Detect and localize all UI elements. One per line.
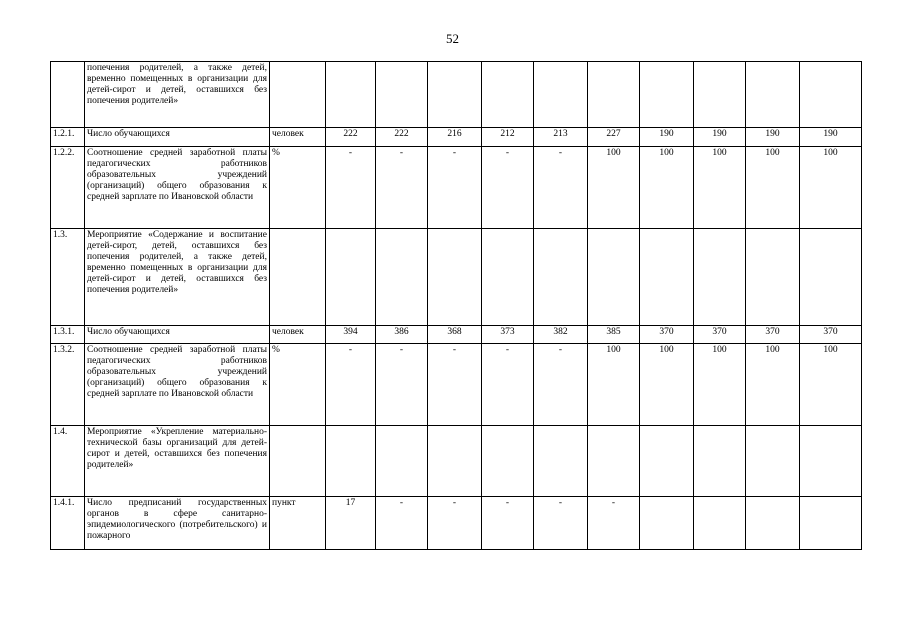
value-cell: [694, 426, 746, 497]
row-number: 1.2.1.: [51, 128, 85, 147]
value-cell: 190: [694, 128, 746, 147]
value-cell: 385: [588, 326, 640, 344]
indicator-name: попечения родителей, а также детей, временно помещенных в организации для детей-сирот и детей, оставшихся без попечения родителей»: [85, 62, 270, 128]
value-cell: [326, 426, 376, 497]
value-cell: -: [482, 497, 534, 550]
value-cell: [588, 62, 640, 128]
table-row: [51, 344, 862, 426]
value-cell: [482, 62, 534, 128]
value-cell: 190: [640, 128, 694, 147]
row-number: 1.3.1.: [51, 326, 85, 344]
value-cell: [428, 62, 482, 128]
value-cell: 212: [482, 128, 534, 147]
value-cell: 370: [694, 326, 746, 344]
value-cell: 100: [800, 147, 862, 229]
value-cell: [640, 62, 694, 128]
row-number: 1.2.2.: [51, 147, 85, 229]
table-row: [51, 426, 862, 497]
value-cell: 216: [428, 128, 482, 147]
value-cell: [376, 62, 428, 128]
value-cell: 370: [640, 326, 694, 344]
value-cell: 100: [640, 147, 694, 229]
value-cell: [534, 426, 588, 497]
unit-cell: человек: [270, 128, 326, 147]
value-cell: 100: [588, 344, 640, 426]
unit-cell: пункт: [270, 497, 326, 550]
value-cell: [326, 229, 376, 326]
value-cell: -: [428, 344, 482, 426]
value-cell: [588, 229, 640, 326]
row-number: 1.4.1.: [51, 497, 85, 550]
value-cell: 382: [534, 326, 588, 344]
value-cell: [746, 62, 800, 128]
unit-cell: [270, 229, 326, 326]
indicator-name: Мероприятие «Содержание и воспитание детей-сирот, детей, оставшихся без попечения родителей, а также детей, временно помещенных в организации для детей-сирот и детей, оставшихся без попечения родителей»: [85, 229, 270, 326]
value-cell: 368: [428, 326, 482, 344]
table-row: [51, 62, 862, 128]
table-row: [51, 128, 862, 147]
value-cell: 100: [694, 147, 746, 229]
value-cell: 394: [326, 326, 376, 344]
indicator-name: Число обучающихся: [85, 128, 270, 147]
table-row: [51, 326, 862, 344]
value-cell: -: [534, 497, 588, 550]
value-cell: 222: [376, 128, 428, 147]
value-cell: [800, 62, 862, 128]
unit-cell: [270, 62, 326, 128]
value-cell: -: [326, 147, 376, 229]
value-cell: -: [534, 147, 588, 229]
value-cell: -: [376, 147, 428, 229]
value-cell: 190: [746, 128, 800, 147]
value-cell: [640, 229, 694, 326]
value-cell: [800, 426, 862, 497]
value-cell: [534, 229, 588, 326]
value-cell: [694, 62, 746, 128]
value-cell: [800, 497, 862, 550]
value-cell: 222: [326, 128, 376, 147]
value-cell: -: [534, 344, 588, 426]
value-cell: 373: [482, 326, 534, 344]
row-number: [51, 62, 85, 128]
unit-cell: %: [270, 147, 326, 229]
indicator-name: Соотношение средней заработной платы педагогических работников образовательных учреждений (организаций) общего образования к средней зарплате по Ивановской области: [85, 344, 270, 426]
value-cell: [694, 497, 746, 550]
value-cell: -: [588, 497, 640, 550]
value-cell: [428, 426, 482, 497]
value-cell: -: [376, 344, 428, 426]
value-cell: [800, 229, 862, 326]
value-cell: [376, 229, 428, 326]
value-cell: 190: [800, 128, 862, 147]
value-cell: 100: [800, 344, 862, 426]
table-row: [51, 497, 862, 550]
indicator-name: Число предписаний государственных органов в сфере санитарно-эпидемиологического (потребительского) и пожарного: [85, 497, 270, 550]
table-row: [51, 147, 862, 229]
value-cell: [640, 497, 694, 550]
value-cell: [640, 426, 694, 497]
value-cell: [746, 426, 800, 497]
indicator-name: Число обучающихся: [85, 326, 270, 344]
value-cell: -: [326, 344, 376, 426]
value-cell: -: [482, 344, 534, 426]
value-cell: 100: [694, 344, 746, 426]
value-cell: 100: [640, 344, 694, 426]
row-number: 1.3.: [51, 229, 85, 326]
value-cell: [694, 229, 746, 326]
row-number: 1.3.2.: [51, 344, 85, 426]
table-row: [51, 229, 862, 326]
value-cell: 386: [376, 326, 428, 344]
value-cell: -: [482, 147, 534, 229]
indicators-table: [50, 61, 862, 550]
value-cell: [326, 62, 376, 128]
value-cell: [588, 426, 640, 497]
value-cell: [482, 229, 534, 326]
indicator-name: Соотношение средней заработной платы педагогических работников образовательных учреждений (организаций) общего образования к средней зарплате по Ивановской области: [85, 147, 270, 229]
page-number: 52: [446, 31, 459, 46]
value-cell: [746, 229, 800, 326]
value-cell: 100: [746, 344, 800, 426]
value-cell: [428, 229, 482, 326]
value-cell: -: [376, 497, 428, 550]
value-cell: 100: [746, 147, 800, 229]
unit-cell: %: [270, 344, 326, 426]
unit-cell: человек: [270, 326, 326, 344]
indicator-name: Мероприятие «Укрепление материально-технической базы организаций для детей-сирот и детей, оставшихся без попечения родителей»: [85, 426, 270, 497]
value-cell: [746, 497, 800, 550]
value-cell: 100: [588, 147, 640, 229]
value-cell: 227: [588, 128, 640, 147]
value-cell: -: [428, 147, 482, 229]
unit-cell: [270, 426, 326, 497]
value-cell: 370: [746, 326, 800, 344]
value-cell: [482, 426, 534, 497]
value-cell: 213: [534, 128, 588, 147]
value-cell: -: [428, 497, 482, 550]
value-cell: 370: [800, 326, 862, 344]
row-number: 1.4.: [51, 426, 85, 497]
value-cell: [534, 62, 588, 128]
value-cell: 17: [326, 497, 376, 550]
value-cell: [376, 426, 428, 497]
